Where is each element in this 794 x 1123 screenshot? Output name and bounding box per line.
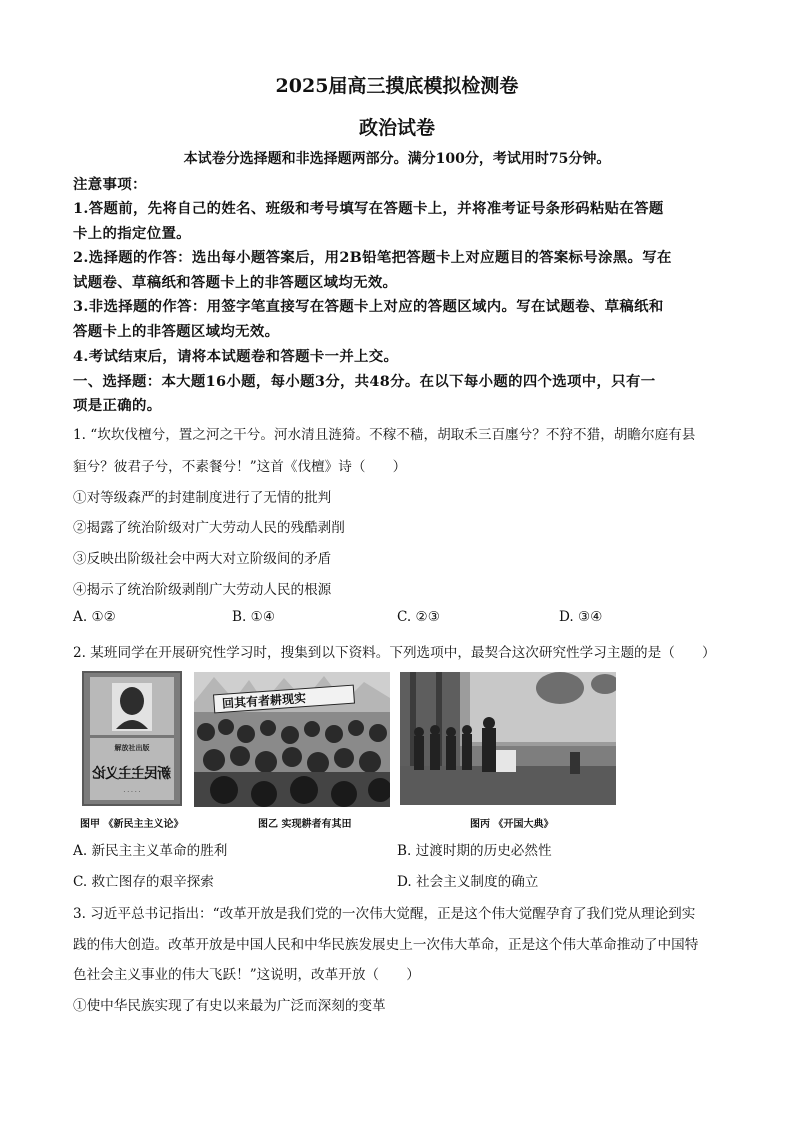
book-cover-art	[82, 671, 182, 806]
q2-stem: 2. 某班同学在开展研究性学习时，搜集到以下资料。下列选项中，最契合这次研究性学习主题的是（ ）	[73, 645, 716, 661]
caption-yi: 图乙 实现耕者有其田	[258, 819, 352, 830]
notes-line: 3.非选择题的作答：用签字笔直接写在答题卡上对应的答题区域内。写在试题卷、草稿纸和	[73, 298, 664, 315]
book-title: 新民主主义论	[93, 766, 171, 782]
ceremony-painting	[400, 672, 616, 805]
notes-heading: 注意事项：	[73, 176, 147, 193]
ceremony-art	[400, 672, 616, 805]
book-footer: · · · · ·	[123, 789, 141, 796]
exam-subject: 政治试卷	[358, 117, 435, 139]
notes-line: 卡上的指定位置。	[73, 225, 191, 242]
q1-statement: ③反映出阶级社会中两大对立阶级间的矛盾	[73, 551, 332, 567]
notes-line: 1.答题前，先将自己的姓名、班级和考号填写在答题卡上，并将准考证号条形码粘贴在答题	[73, 200, 664, 217]
book-publisher: 解放社出版	[114, 743, 150, 752]
caption-bing: 图丙 《开国大典》	[470, 819, 554, 830]
notes-line: 试题卷、草稿纸和答题卡上的非答题区域均无效。	[73, 274, 398, 291]
q1-stem: 貆兮？彼君子兮，不素餐兮！”这首《伐檀》诗（ ）	[73, 459, 407, 475]
q2-option-d: D. 社会主义制度的确立	[397, 874, 539, 890]
notes-line: 2.选择题的作答：选出每小题答案后，用2B铅笔把答题卡上对应题目的答案标号涂黑。写在	[73, 249, 672, 266]
section-heading: 项是正确的。	[73, 397, 162, 414]
banner-text: 回其有者耕现实	[221, 691, 307, 711]
q1-option-a: A. ①②	[73, 609, 116, 625]
q1-option-b: B. ①④	[232, 609, 276, 625]
exam-title: 2025届高三摸底模拟检测卷	[275, 75, 519, 97]
q1-statement: ②揭露了统治阶级对广大劳动人民的残酷剥削	[73, 520, 345, 536]
q3-statement: ①使中华民族实现了有史以来最为广泛而深刻的变革	[73, 998, 386, 1014]
exam-intro: 本试卷分选择题和非选择题两部分。满分100分，考试用时75分钟。	[183, 151, 611, 167]
q3-stem: 3. 习近平总书记指出：“改革开放是我们党的一次伟大觉醒，正是这个伟大觉醒孕育了我们党从理论到实	[73, 906, 696, 922]
section-heading: 一、选择题：本大题16小题，每小题3分，共48分。在以下每小题的四个选项中，只有一	[73, 373, 656, 390]
book-cover-image	[82, 671, 182, 806]
notes-line: 答题卡上的非答题区域均无效。	[73, 323, 280, 340]
q1-option-d: D. ③④	[559, 609, 603, 625]
q1-option-c: C. ②③	[397, 609, 440, 625]
q1-stem: 1. “坎坎伐檀兮，置之河之干兮。河水清且涟猗。不稼不穑，胡取禾三百廛兮？不狩不猎，胡瞻尔庭有县	[73, 427, 696, 443]
crowd-photo	[194, 672, 390, 807]
q3-stem: 践的伟大创造。改革开放是中国人民和中华民族发展史上一次伟大革命，正是这个伟大革命推动了中国特	[73, 937, 699, 953]
notes-line: 4.考试结束后，请将本试题卷和答题卡一并上交。	[73, 348, 399, 365]
q1-statement: ④揭示了统治阶级剥削广大劳动人民的根源	[73, 582, 332, 598]
q3-stem: 色社会主义事业的伟大飞跃！”这说明，改革开放（ ）	[73, 967, 420, 983]
q2-option-c: C. 救亡图存的艰辛探索	[73, 874, 214, 890]
q1-statement: ①对等级森严的封建制度进行了无情的批判	[73, 490, 332, 506]
caption-jia: 图甲 《新民主主义论》	[80, 819, 184, 830]
q2-option-b: B. 过渡时期的历史必然性	[397, 843, 552, 859]
q2-option-a: A. 新民主主义革命的胜利	[73, 843, 228, 859]
